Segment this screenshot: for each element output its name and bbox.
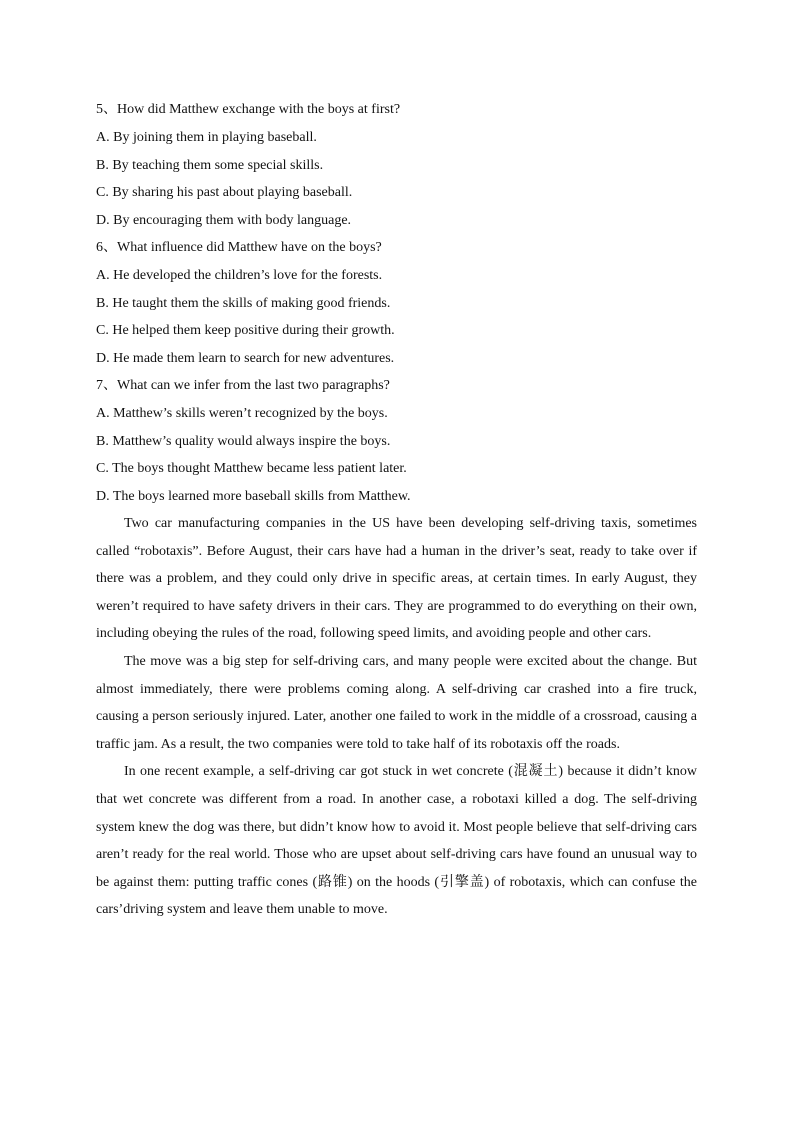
option-d: D. By encouraging them with body language. xyxy=(96,212,352,228)
option-b: B. He taught them the skills of making good friends. xyxy=(96,295,391,311)
question-7 xyxy=(96,372,697,510)
passage-paragraph-1: Two car manufacturing companies in the US have been developing self-driving taxis, sometimes called “robotaxis”. Before August, their cars have had a human in the driver’s seat, ready to take over if there was a problem, and they could only drive in specific areas, at certain times. In early August, they weren’t required to have safety drivers in their cars. They are programmed to do everything on their own, including obeying the rules of the road, following speed limits, and avoiding people and other cars. xyxy=(96,516,697,642)
option-c: C. He helped them keep positive during their growth. xyxy=(96,323,395,338)
passage-paragraph-2: The move was a big step for self-driving cars, and many people were excited about the change. But almost immediately, there were problems coming along. A self-driving car crashed into a fire truck, causing a person seriously injured. Later, another one failed to work in the middle of a crossroad, causing a traffic jam. As a result, the two companies were told to take half of its robotaxis off the roads. xyxy=(96,653,697,752)
option-d: D. The boys learned more baseball skills from Matthew. xyxy=(96,488,411,504)
question-stem: 7、What can we infer from the last two paragraphs? xyxy=(96,378,390,393)
option-a: A. By joining them in playing baseball. xyxy=(96,130,317,145)
document-page xyxy=(96,96,697,924)
option-c: C. By sharing his past about playing baseball. xyxy=(96,185,353,200)
option-c: C. The boys thought Matthew became less patient later. xyxy=(96,461,407,476)
option-d: D. He made them learn to search for new adventures. xyxy=(96,350,395,366)
reading-passage xyxy=(96,510,697,924)
option-a: A. Matthew’s skills weren’t recognized by the boys. xyxy=(96,406,388,421)
question-stem: 6、What influence did Matthew have on the boys? xyxy=(96,240,382,255)
question-5 xyxy=(96,96,697,234)
question-stem: 5、How did Matthew exchange with the boys at first? xyxy=(96,102,401,117)
question-6 xyxy=(96,234,697,372)
passage-paragraph-3: In one recent example, a self-driving car got stuck in wet concrete (混凝土) because it didn’t know that wet concrete was different from a road. In another case, a robotaxi killed a dog. The self-driving system knew the dog was there, but didn’t know how to avoid it. Most people believe that self-driving cars aren’t ready for the real world. Those who are upset about self-driving cars have found an unusual way to be against them: putting traffic cones (路锥) on the hoods (引擎盖) of robotaxis, which can confuse the cars’driving system and leave them unable to move. xyxy=(96,764,697,918)
option-a: A. He developed the children’s love for the forests. xyxy=(96,268,383,283)
option-b: B. By teaching them some special skills. xyxy=(96,157,324,173)
option-b: B. Matthew’s quality would always inspire the boys. xyxy=(96,433,391,449)
